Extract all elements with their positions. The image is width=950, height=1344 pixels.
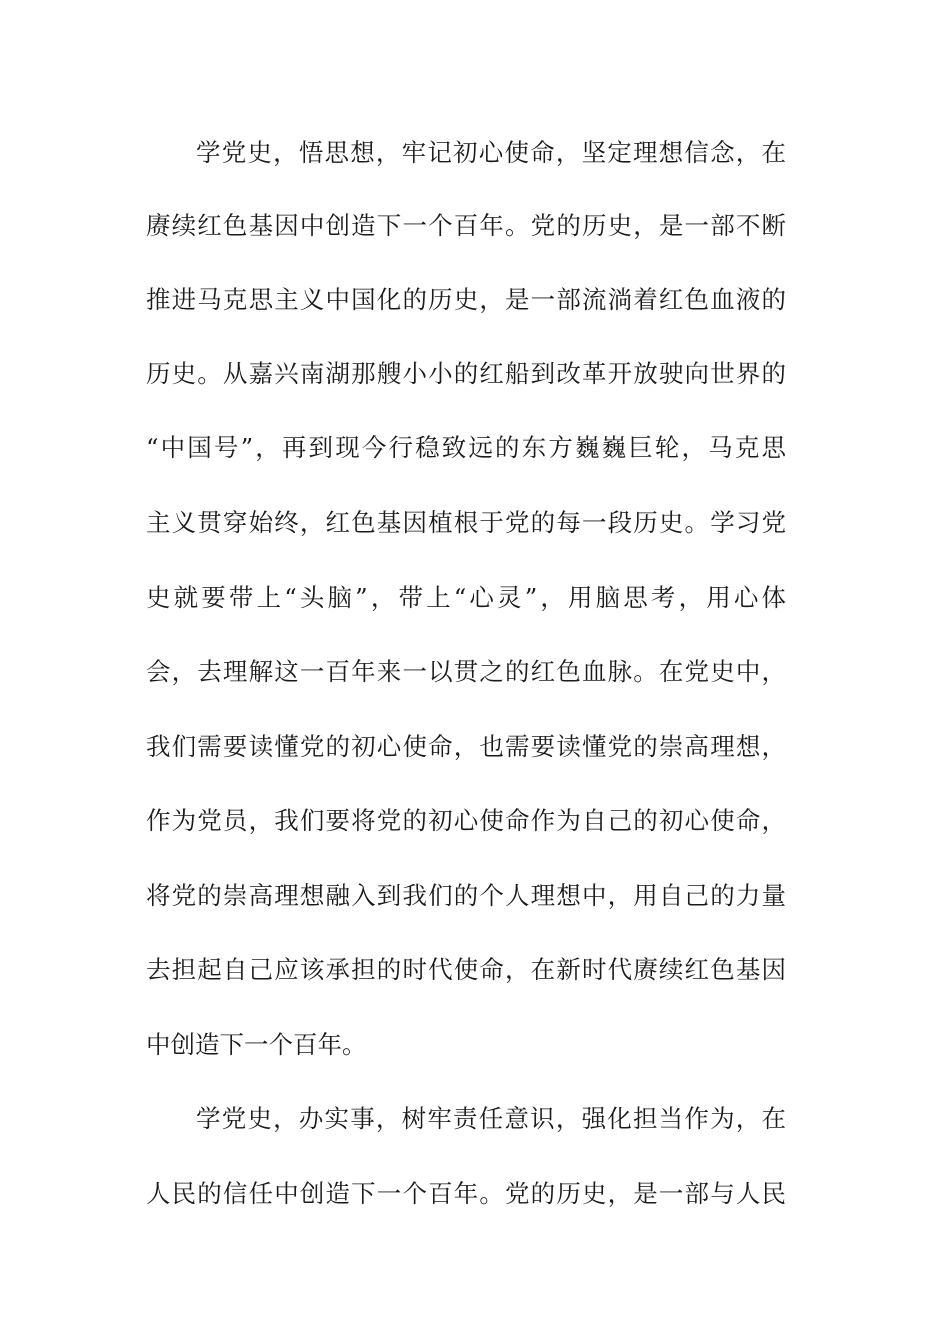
paragraph-1-line-12: 去担起自己应该承担的时代使命，在新时代赓续红色基因 (146, 955, 786, 984)
paragraph-2-line-1: 学党史，办实事，树牢责任意识，强化担当作为，在 (196, 1104, 786, 1133)
paragraph-1-line-9: 我们需要读懂党的初心使命，也需要读懂党的崇高理想， (146, 732, 786, 761)
paragraph-2-line-2: 人民的信任中创造下一个百年。党的历史，是一部与人民 (146, 1179, 786, 1208)
paragraph-1-line-2: 赓续红色基因中创造下一个百年。党的历史，是一部不断 (146, 211, 786, 240)
paragraph-1-line-6: 主义贯穿始终，红色基因植根于党的每一段历史。学习党 (146, 508, 786, 537)
paragraph-1-line-4: 历史。从嘉兴南湖那艘小小的红船到改革开放驶向世界的 (146, 359, 786, 388)
paragraph-1-line-13: 中创造下一个百年。 (146, 1030, 367, 1059)
paragraph-1-line-10: 作为党员，我们要将党的初心使命作为自己的初心使命， (146, 806, 786, 835)
paragraph-1-line-11: 将党的崇高理想融入到我们的个人理想中，用自己的力量 (146, 881, 786, 910)
paragraph-1-line-3: 推进马克思主义中国化的历史，是一部流淌着红色血液的 (146, 285, 786, 314)
paragraph-1-line-7: 史就要带上“头脑”，带上“心灵”，用脑思考，用心体 (146, 583, 786, 612)
paragraph-1-line-5: “中国号”，再到现今行稳致远的东方巍巍巨轮，马克思 (146, 433, 786, 462)
paragraph-1-line-1: 学党史，悟思想，牢记初心使命，坚定理想信念，在 (196, 138, 786, 167)
paragraph-1-line-8: 会，去理解这一百年来一以贯之的红色血脉。在党史中， (146, 657, 786, 686)
